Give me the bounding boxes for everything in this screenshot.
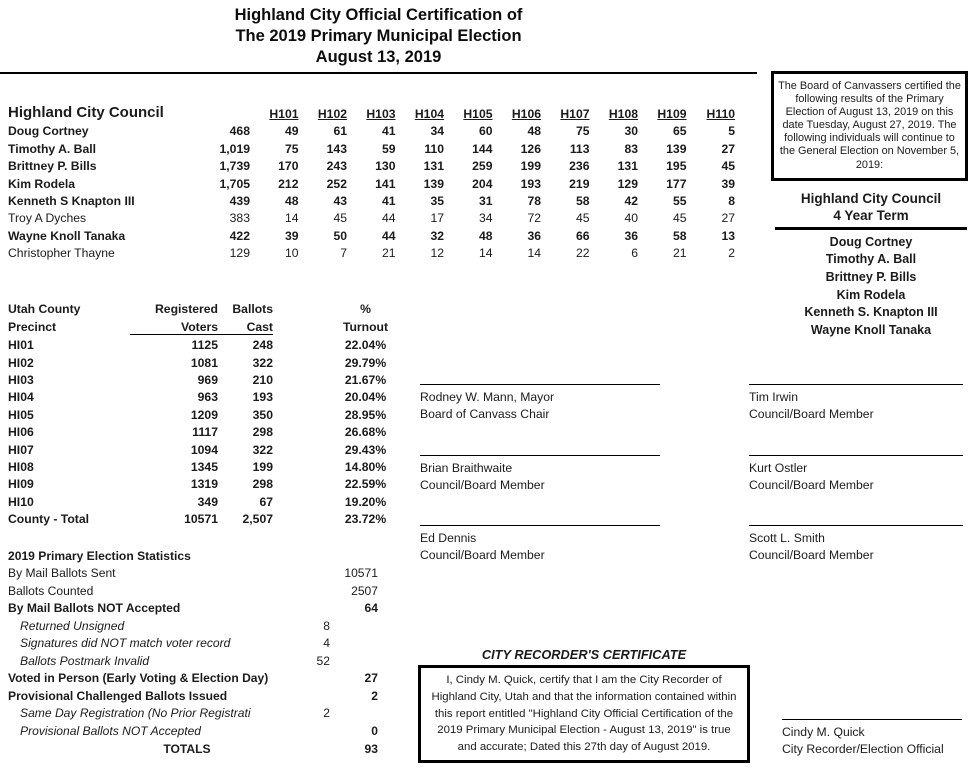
candidate-precinct-votes: 45 [333,211,347,226]
advancing-candidate-name: Wayne Knoll Tanaka [810,323,932,338]
precinct-column-label: H106 [511,107,541,121]
board-of-canvassers-certification-box [771,71,968,181]
candidate-precinct-votes: 35 [430,193,444,208]
candidate-precinct-votes: 14 [478,246,493,261]
turnout-percent: 21.67% [344,372,387,387]
statistic-row [8,598,378,616]
candidate-row [8,156,735,173]
advancing-candidate-name: Doug Cortney [829,234,913,249]
precinct-column-header [396,96,445,121]
turnout-percent: 22.04% [344,338,387,353]
precinct-column-header [347,96,396,121]
candidate-precinct-votes: 259 [472,159,493,174]
candidate-precinct-votes: 17 [430,211,444,226]
candidate-precinct-votes: 31 [478,193,493,208]
candidate-total-votes: 383 [229,211,250,226]
candidate-name: Brittney P. Bills [8,159,97,174]
candidate-precinct-votes: 75 [575,124,590,139]
turnout-precinct: HI06 [8,425,34,440]
document-title [0,5,757,68]
precinct-column-label: H105 [463,107,493,121]
precinct-column-label: H104 [414,107,444,121]
precinct-column-label: H107 [560,107,590,121]
candidate-name: Kim Rodela [8,176,76,191]
statistic-row [8,563,378,581]
statistic-label: Provisional Ballots NOT Accepted [20,724,202,739]
candidate-total-votes: 439 [229,193,250,208]
statistic-subvalue [306,580,330,598]
candidate-precinct-votes: 48 [527,124,541,139]
signer-name: Tim Irwin [749,390,798,404]
turnout-registered-voters: 349 [197,494,218,509]
candidate-precinct-votes: 49 [284,124,299,139]
candidate-precinct-votes: 45 [721,159,735,174]
candidate-precinct-votes: 21 [672,246,687,261]
advancing-candidate-name: Kenneth S. Knapton III [804,305,938,320]
candidate-precinct-votes: 39 [284,228,299,243]
statistic-subvalue [306,720,330,738]
candidate-name: Wayne Knoll Tanaka [8,228,126,243]
candidate-precinct-votes: 131 [617,159,638,174]
candidate-precinct-votes: 27 [721,211,735,226]
statistic-row [8,685,378,703]
candidate-precinct-votes: 60 [478,124,493,139]
statistic-row [8,633,378,651]
turnout-ballots-cast: 193 [252,390,273,405]
turnout-ballots-cast: 298 [252,425,273,440]
candidate-precinct-votes: 130 [375,159,396,174]
document-title-line3: August 13, 2019 [315,48,442,66]
candidate-precinct-votes: 66 [575,228,590,243]
turnout-registered-voters: 10571 [184,512,218,527]
turnout-header-row2 [8,316,418,334]
turnout-header-county: Utah County [8,302,81,317]
turnout-percent: 20.04% [344,390,387,405]
statistic-label: Ballots Postmark Invalid [20,653,150,668]
precinct-column-header [590,96,639,121]
candidates-results-table [8,96,735,260]
turnout-precinct: HI01 [8,338,34,353]
candidate-precinct-votes: 110 [424,141,444,156]
signature-block-braithwaite [420,455,660,494]
statistic-row [8,738,378,756]
recorder-certificate-text: I, Cindy M. Quick, certify that I am the City Recorder of Highland City, Utah and that the information contained within this report entitled "Highland City Official Certification of the 2019 Primary Municipal Election - August 13, 2019" is true and accurate; Dated this 27th day of August 2019. [431,674,737,754]
candidate-precinct-votes: 34 [430,124,444,139]
turnout-registered-voters: 1319 [190,477,218,492]
candidate-precinct-votes: 59 [381,141,396,156]
statistic-label: By Mail Ballots NOT Accepted [8,601,181,616]
statistic-value: 2507 [351,583,378,598]
turnout-header-voters: Voters [130,316,218,334]
statistic-value [330,703,378,721]
candidate-precinct-votes: 83 [624,141,638,156]
statistic-label: Returned Unsigned [20,618,125,633]
candidate-precinct-votes: 212 [278,176,299,191]
candidate-name: Troy A Dyches [8,211,87,226]
recorder-certificate-box [418,665,750,763]
candidate-precinct-votes: 10 [284,246,299,261]
candidate-precinct-votes: 58 [575,193,590,208]
turnout-ballots-cast: 199 [252,459,273,474]
turnout-row [8,509,418,526]
candidate-precinct-votes: 72 [527,211,541,226]
turnout-row [8,334,418,352]
candidate-precinct-votes: 48 [284,193,299,208]
candidate-precinct-votes: 40 [624,211,638,226]
turnout-header-row1 [8,299,418,316]
signer-name: Ed Dennis [420,531,477,545]
candidate-precinct-votes: 14 [284,211,299,226]
candidate-precinct-votes: 199 [520,159,541,174]
turnout-registered-voters: 1209 [190,407,218,422]
statistic-value: 10571 [344,566,378,581]
candidate-precinct-votes: 78 [527,193,541,208]
turnout-ballots-cast: 322 [252,442,273,457]
statistics-title-row [8,545,378,563]
recorder-certificate-heading: CITY RECORDER'S CERTIFICATE [481,647,687,662]
turnout-ballots-cast: 322 [252,355,273,370]
candidate-precinct-votes: 126 [520,141,541,156]
statistic-row [8,650,378,668]
candidate-total-votes: 1,019 [219,141,250,156]
statistic-value: 93 [364,741,378,756]
candidate-precinct-votes: 45 [575,211,590,226]
turnout-ballots-cast: 350 [252,407,273,422]
signature-block-irwin [749,384,963,423]
candidate-precinct-votes: 65 [672,124,687,139]
turnout-row [8,474,418,491]
turnout-ballots-cast: 248 [252,338,273,353]
election-statistics-table [8,545,378,756]
statistic-value: 27 [364,671,378,686]
candidate-precinct-votes: 193 [520,176,541,191]
turnout-ballots-cast: 298 [252,477,273,492]
candidate-precinct-votes: 243 [326,159,347,174]
candidate-precinct-votes: 204 [472,176,493,191]
statistic-subvalue [306,563,330,581]
turnout-registered-voters: 1117 [192,425,218,440]
signer-name: Brian Braithwaite [420,461,513,475]
candidate-row [8,138,735,155]
turnout-precinct: County - Total [8,512,90,527]
candidate-precinct-votes: 44 [381,228,396,243]
turnout-percent: 19.20% [344,494,387,509]
turnout-precinct: HI02 [8,355,34,370]
precinct-column-label: H108 [608,107,638,121]
candidate-precinct-votes: 22 [575,246,590,261]
turnout-percent: 29.43% [344,442,387,457]
precinct-column-label: H109 [657,107,687,121]
candidate-precinct-votes: 14 [527,246,541,261]
candidate-precinct-votes: 113 [569,141,590,156]
turnout-row [8,457,418,474]
precinct-column-header [250,96,299,121]
candidate-precinct-votes: 139 [666,141,687,156]
candidate-precinct-votes: 12 [430,246,444,261]
turnout-percent: 23.72% [344,512,387,527]
candidate-precinct-votes: 143 [326,141,347,156]
signer-title: Council/Board Member [749,407,874,421]
board-of-canvassers-text: The Board of Canvassers certified the following results of the Primary Election of August 13, 2019 on this date Tuesday, August 27, 2019. The following individuals will continue to the General Election on November 5, 2019: [778,80,961,171]
signature-block-ostler [749,455,963,494]
candidate-precinct-votes: 36 [527,228,541,243]
candidate-precinct-votes: 252 [326,176,347,191]
candidate-row [8,243,735,260]
statistic-value [330,615,378,633]
statistic-value [330,650,378,668]
signer-title: Council/Board Member [420,478,545,492]
statistic-label: Ballots Counted [8,583,94,598]
candidate-precinct-votes: 5 [728,124,735,139]
candidate-total-votes: 1,739 [219,159,250,174]
candidate-precinct-votes: 42 [624,193,638,208]
candidate-name: Timothy A. Ball [8,141,97,156]
document-title-line2: The 2019 Primary Municipal Election [235,27,522,45]
candidate-precinct-votes: 44 [381,211,396,226]
candidate-precinct-votes: 195 [666,159,687,174]
turnout-precinct: HI04 [8,390,34,405]
statistic-label: Provisional Challenged Ballots Issued [8,688,228,703]
candidate-precinct-votes: 41 [381,124,396,139]
precinct-column-label: H101 [269,107,299,121]
candidate-precinct-votes: 139 [423,176,444,191]
turnout-percent: 28.95% [344,407,387,422]
signer-name: Kurt Ostler [749,461,808,475]
candidate-precinct-votes: 61 [333,124,347,139]
turnout-ballots-cast: 210 [252,372,273,387]
statistic-subvalue [306,738,330,756]
turnout-registered-voters: 1125 [191,338,218,353]
candidate-row [8,191,735,208]
statistic-value: 64 [364,601,378,616]
turnout-precinct: HI05 [8,407,34,422]
statistic-subvalue: 2 [323,706,330,721]
turnout-row [8,439,418,456]
turnout-registered-voters: 969 [197,372,218,387]
statistic-label: Signatures did NOT match voter record [20,636,231,651]
signer-name: Scott L. Smith [749,531,825,545]
council-panel-title-line2: 4 Year Term [833,207,909,223]
turnout-header-percent: % [360,302,371,317]
candidate-precinct-votes: 43 [333,193,347,208]
turnout-percent: 22.59% [344,477,387,492]
statistic-row [8,668,378,686]
candidate-precinct-votes: 8 [728,193,735,208]
statistic-row [8,703,378,721]
turnout-percent: 29.79% [344,355,387,370]
candidate-precinct-votes: 2 [728,246,735,261]
statistic-subvalue: 8 [323,618,330,633]
candidate-precinct-votes: 129 [617,176,638,191]
turnout-registered-voters: 963 [197,390,218,405]
candidate-precinct-votes: 32 [430,228,444,243]
candidate-precinct-votes: 41 [381,193,396,208]
turnout-percent: 14.80% [344,459,387,474]
candidate-precinct-votes: 141 [375,176,396,191]
document-title-line1: Highland City Official Certification of [234,6,523,24]
advancing-candidate-name: Kim Rodela [836,287,906,302]
signer-name: Rodney W. Mann, Mayor [420,390,555,404]
turnout-row [8,491,418,508]
statistic-row [8,720,378,738]
signature-block-dennis [420,525,660,564]
turnout-ballots-cast: 67 [259,494,273,509]
statistic-value: 0 [371,724,378,739]
candidate-precinct-votes: 50 [333,228,347,243]
candidate-precinct-votes: 21 [381,246,396,261]
candidate-precinct-votes: 7 [340,246,347,261]
candidate-precinct-votes: 39 [721,176,735,191]
precinct-column-label: H103 [366,107,396,121]
candidate-name: Doug Cortney [8,124,89,139]
statistics-title: 2019 Primary Election Statistics [8,548,191,563]
turnout-header-cast: Cast [218,316,273,334]
turnout-row [8,352,418,369]
turnout-header-precinct: Precinct [8,320,57,335]
council-panel-rule [775,227,967,230]
candidate-precinct-votes: 27 [721,141,735,156]
statistic-subvalue: 52 [316,653,330,668]
signer-title: City Recorder/Election Official [782,741,944,756]
signer-title: Council/Board Member [749,478,874,492]
candidate-row [8,121,735,138]
statistic-subvalue: 4 [323,636,330,651]
turnout-precinct: HI07 [8,442,34,457]
signature-block-mayor [420,384,660,423]
candidate-precinct-votes: 219 [569,176,590,191]
candidate-precinct-votes: 45 [672,211,687,226]
turnout-header-registered: Registered [155,302,218,317]
candidate-precinct-votes: 6 [631,246,638,261]
candidate-precinct-votes: 236 [569,159,590,174]
title-divider-rule [0,72,757,74]
candidate-row [8,173,735,190]
candidate-row [8,225,735,242]
statistic-label: TOTALS [163,741,211,756]
precinct-column-header [687,96,736,121]
precinct-column-header [299,96,348,121]
turnout-row [8,370,418,387]
turnout-registered-voters: 1094 [190,442,218,457]
statistic-row [8,580,378,598]
statistic-label: By Mail Ballots Sent [8,566,116,581]
candidate-row [8,208,735,225]
turnout-precinct: HI08 [8,459,34,474]
candidate-precinct-votes: 170 [278,159,299,174]
signature-block-smith [749,525,963,564]
candidates-header-row [8,96,735,121]
turnout-registered-voters: 1081 [190,355,218,370]
turnout-header-turnout: Turnout [342,320,389,335]
precinct-column-header [541,96,590,121]
candidate-precinct-votes: 30 [624,124,638,139]
candidate-precinct-votes: 48 [478,228,493,243]
statistic-value: 2 [371,688,378,703]
turnout-row [8,404,418,421]
candidate-precinct-votes: 75 [284,141,299,156]
turnout-registered-voters: 1345 [190,459,218,474]
signer-title: Council/Board Member [420,548,545,562]
candidate-name: Kenneth S Knapton III [8,193,135,208]
candidate-precinct-votes: 13 [721,228,735,243]
advancing-candidate-name: Timothy A. Ball [825,252,917,267]
precinct-column-header [444,96,493,121]
turnout-row [8,422,418,439]
statistic-value [330,633,378,651]
turnout-precinct: HI03 [8,372,34,387]
precinct-column-header [638,96,687,121]
candidate-total-votes: 468 [229,124,250,139]
candidate-name: Christopher Thayne [8,246,115,261]
candidate-precinct-votes: 36 [624,228,638,243]
advancing-candidate-name: Brittney P. Bills [825,269,917,284]
council-panel-title-line1: Highland City Council [800,191,942,206]
statistic-label: Voted in Person (Early Voting & Election Day) [8,671,269,686]
signer-title: Board of Canvass Chair [420,407,550,421]
candidate-total-votes: 422 [229,228,250,243]
candidate-total-votes: 1,705 [219,176,250,191]
turnout-precinct: HI10 [8,494,34,509]
turnout-precinct: HI09 [8,477,34,492]
turnout-ballots-cast: 2,507 [242,512,273,527]
statistic-row [8,615,378,633]
precinct-column-header [493,96,542,121]
candidates-section-title: Highland City Council [8,104,164,121]
turnout-header-ballots: Ballots [232,302,273,317]
general-election-candidates-panel [775,191,967,340]
candidate-precinct-votes: 131 [423,159,444,174]
precinct-turnout-table [8,299,418,526]
candidate-precinct-votes: 58 [672,228,687,243]
signer-name: Cindy M. Quick [782,725,865,739]
statistic-subvalue [306,668,330,686]
precinct-column-label: H110 [706,107,735,121]
candidate-precinct-votes: 144 [472,141,493,156]
candidate-precinct-votes: 177 [666,176,687,191]
statistic-label: Same Day Registration (No Prior Registrati [20,706,251,721]
candidate-precinct-votes: 34 [478,211,493,226]
signature-block-recorder [782,719,962,758]
statistic-subvalue [306,685,330,703]
candidate-total-votes: 129 [229,246,250,261]
statistic-subvalue [306,598,330,616]
turnout-percent: 26.68% [344,425,387,440]
precinct-column-label: H102 [317,107,347,121]
signer-title: Council/Board Member [749,548,874,562]
candidate-precinct-votes: 55 [672,193,687,208]
turnout-row [8,387,418,404]
